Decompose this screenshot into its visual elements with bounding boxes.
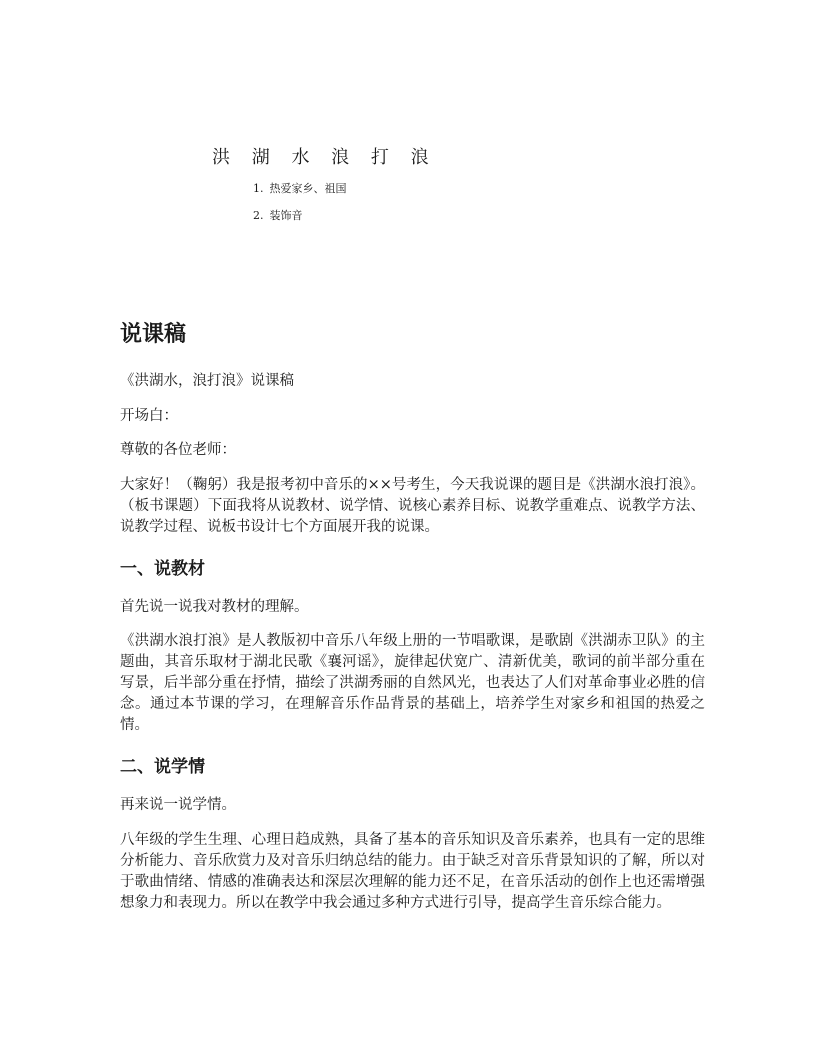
section-paragraph: 八年级的学生生理、心理日趋成熟，具备了基本的音乐知识及音乐素养，也具有一定的思维分析能力、音乐欣赏力及对音乐归纳总结的能力。由于缺乏对音乐背景知识的了解，所以对于歌曲情绪、情感的准确表达和深层次理解的能力还不足，在音乐活动的创作上也还需增强想象力和表现力。所以在教学中我会通过多种方式进行引导，提高学生音乐综合能力。 bbox=[120, 831, 705, 911]
board-item-1 bbox=[253, 180, 347, 196]
section-heading-students: 二、说学情 bbox=[120, 757, 205, 777]
board-item-number: 1. bbox=[253, 182, 264, 195]
board-item-text: 装饰音 bbox=[269, 209, 303, 222]
board-item-number: 2. bbox=[253, 209, 264, 222]
opening-label: 开场白： bbox=[120, 407, 178, 424]
section-paragraph: 《洪湖水浪打浪》是人教版初中音乐八年级上册的一节唱歌课，是歌剧《洪湖赤卫队》的主题曲，其音乐取材于湖北民歌《襄河谣》，旋律起伏宽广、清新优美，歌词的前半部分重在写景，后半部分重在抒情，描绘了洪湖秀丽的自然风光，也表达了人们对革命事业必胜的信念。通过本节课的学习，在理解音乐作品背景的基础上，培养学生对家乡和祖国的热爱之情。 bbox=[120, 633, 705, 733]
board-title: 洪 湖 水 浪 打 浪 bbox=[212, 147, 437, 168]
section-heading-textbook: 一、说教材 bbox=[120, 558, 205, 579]
document-subtitle: 《洪湖水，浪打浪》说课稿 bbox=[120, 373, 294, 389]
document-title: 说课稿 bbox=[120, 322, 187, 347]
intro-paragraph: 大家好！（鞠躬）我是报考初中音乐的××号考生，今天我说课的题目是《洪湖水浪打浪》。（板书课题）下面我将从说教材、说学情、说核心素养目标、说教学重难点、说教学方法、说教学过程、说板书设计七个方面展开我的说课。 bbox=[120, 476, 705, 535]
board-item-text: 热爱家乡、祖国 bbox=[269, 182, 347, 195]
board-item-2 bbox=[253, 207, 303, 223]
section-paragraph: 首先说一说我对教材的理解。 bbox=[120, 598, 309, 615]
document-body bbox=[120, 318, 705, 927]
greeting: 尊敬的各位老师： bbox=[120, 442, 236, 458]
section-paragraph: 再来说一说学情。 bbox=[120, 797, 236, 813]
board-design bbox=[0, 0, 816, 260]
